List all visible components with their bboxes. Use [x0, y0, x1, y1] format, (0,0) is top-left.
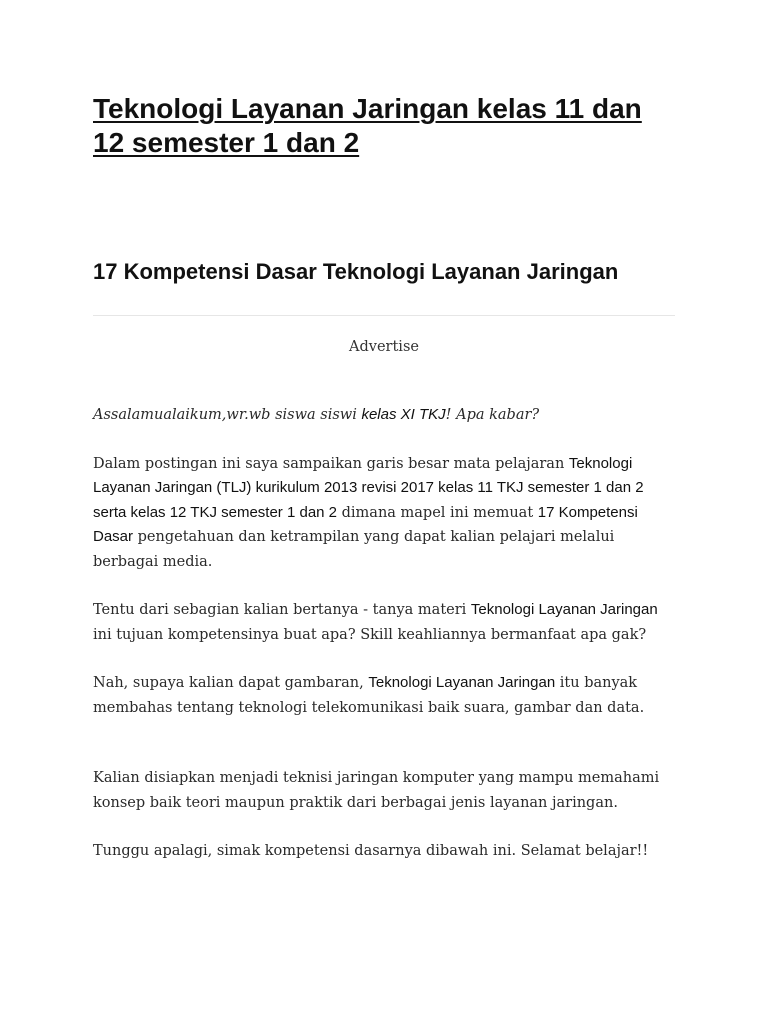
greeting-text: Assalamualaikum,wr.wb siswa siswi: [93, 407, 362, 423]
closing-paragraph: Tunggu apalagi, simak kompetensi dasarnya dibawah ini. Selamat belajar!!: [93, 843, 649, 859]
overview-highlight: Teknologi Layanan Jaringan: [368, 674, 556, 691]
greeting-class-text: kelas XI TKJ: [361, 406, 446, 423]
divider: [93, 315, 675, 316]
question-highlight: Teknologi Layanan Jaringan: [470, 601, 658, 618]
intro-paragraph: [93, 452, 675, 575]
greeting-paragraph: [93, 403, 675, 428]
article: [93, 92, 675, 859]
article-body: [93, 403, 675, 888]
intro-text-2: dimana mapel ini memuat: [337, 504, 538, 521]
section-heading: 17 Kompetensi Dasar Teknologi Layanan Jaringan: [93, 259, 619, 284]
intro-text-3: pengetahuan dan ketrampilan yang dapat kalian pelajari melalui berbagai media.: [93, 529, 615, 570]
goal-paragraph: Kalian disiapkan menjadi teknisi jaringan komputer yang mampu memahami konsep baik teori maupun praktik dari berbagai jenis layanan jaringan.: [93, 770, 660, 811]
overview-text-2: itu banyak membahas tentang teknologi telekomunikasi baik suara, gambar dan data.: [93, 675, 645, 716]
question-text-2: ini tujuan kompetensinya buat apa? Skill keahliannya bermanfaat apa gak?: [93, 626, 647, 643]
page-title[interactable]: Teknologi Layanan Jaringan kelas 11 dan 12 semester 1 dan 2: [93, 93, 642, 158]
question-paragraph: [93, 598, 675, 647]
greeting-question: ! Apa kabar?: [445, 407, 540, 423]
intro-text-1: Dalam postingan ini saya sampaikan garis besar mata pelajaran: [93, 455, 569, 472]
overview-text-1: Nah, supaya kalian dapat gambaran,: [93, 675, 369, 691]
intro-highlight-2: 17 Kompetensi Dasar: [93, 503, 638, 545]
question-text-1: Tentu dari sebagian kalian bertanya - tanya materi: [93, 602, 471, 618]
intro-highlight-1: Teknologi Layanan Jaringan (TLJ) kurikulum 2013 revisi 2017 kelas 11 TKJ semester 1 dan 2 serta kelas 12 TKJ semester 1 dan 2: [93, 454, 644, 521]
advertise-label: Advertise: [349, 339, 419, 355]
overview-paragraph: [93, 671, 675, 720]
